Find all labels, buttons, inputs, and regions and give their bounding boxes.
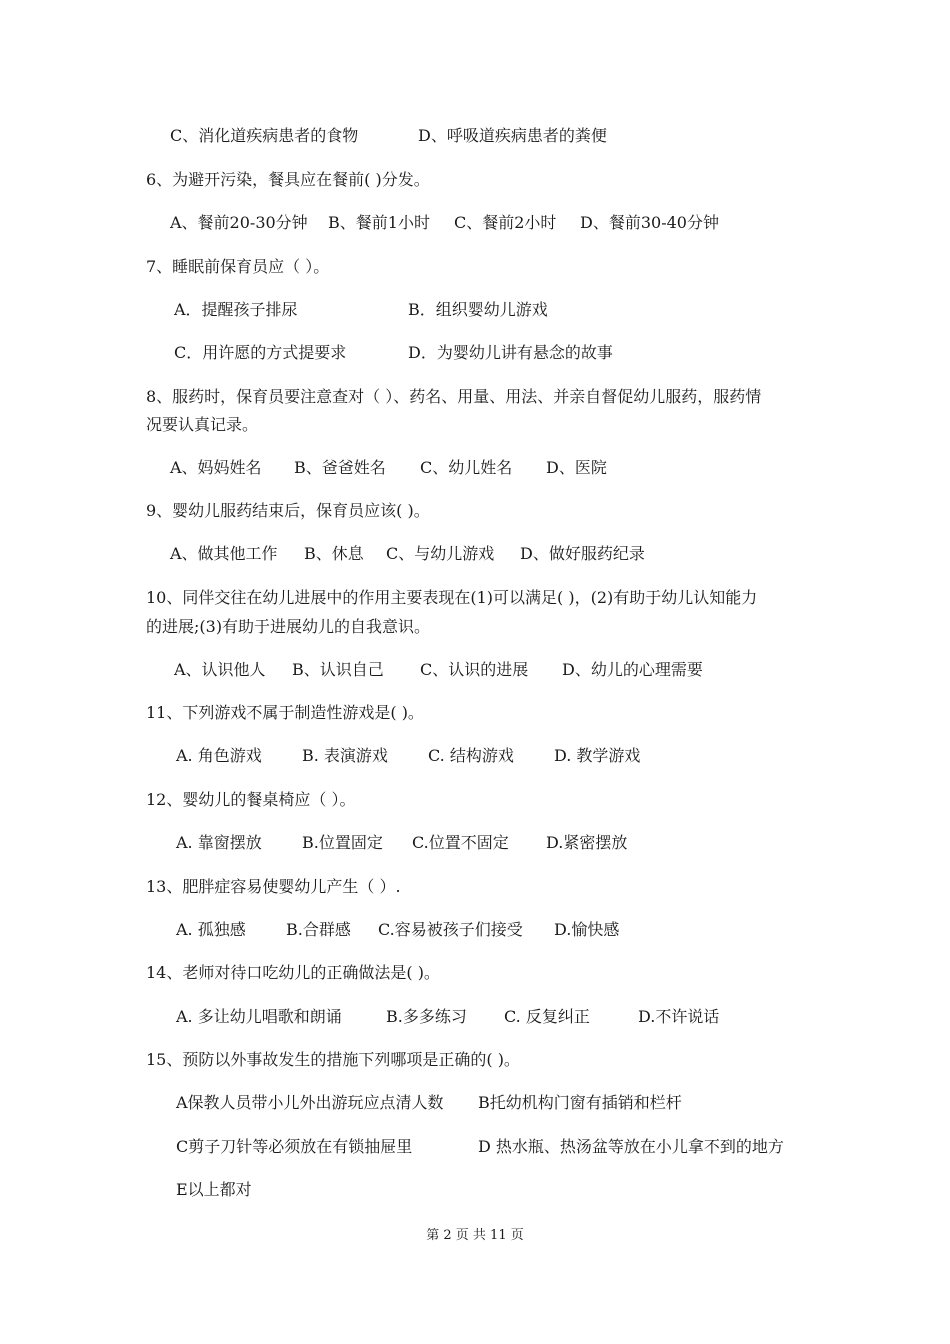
- q11-option-a: A. 角色游戏: [176, 746, 262, 765]
- question-9: 9、婴幼儿服药结束后，保育员应该( )。: [146, 501, 430, 520]
- q7-option-d: D．为婴幼儿讲有悬念的故事: [408, 343, 613, 362]
- question-7: 7、睡眠前保育员应（ ）。: [146, 257, 330, 276]
- q9-option-d: D、做好服药纪录: [520, 544, 645, 563]
- q15-option-a: A保教人员带小儿外出游玩应点清人数: [176, 1093, 444, 1112]
- q7-option-c: C．用许愿的方式提要求: [174, 343, 347, 362]
- q8-option-a: A、妈妈姓名: [170, 458, 262, 477]
- q10-option-a: A、认识他人: [174, 660, 266, 679]
- question-13: 13、肥胖症容易使婴幼儿产生（ ）.: [146, 877, 401, 896]
- q10-option-d: D、幼儿的心理需要: [562, 660, 703, 679]
- q11-option-d: D. 教学游戏: [554, 746, 641, 765]
- q15-option-b: B托幼机构门窗有插销和栏杆: [478, 1093, 682, 1112]
- q13-option-a: A. 孤独感: [176, 920, 246, 939]
- q9-option-a: A、做其他工作: [170, 544, 278, 563]
- q10-option-c: C、认识的进展: [420, 660, 529, 679]
- q14-option-d: D.不许说话: [638, 1007, 720, 1026]
- q9-option-b: B、休息: [304, 544, 364, 563]
- page-footer: 第 2 页 共 11 页: [426, 1228, 524, 1243]
- question-10-line-1: 10、同伴交往在幼儿进展中的作用主要表现在(1)可以满足( )，(2)有助于幼儿认知能力: [146, 588, 758, 607]
- question-11: 11、下列游戏不属于制造性游戏是( )。: [146, 703, 424, 722]
- q5-option-d: D、呼吸道疾病患者的粪便: [418, 126, 607, 145]
- q6-option-b: B、餐前1小时: [328, 213, 430, 232]
- question-10-line-2: 的进展;(3)有助于进展幼儿的自我意识。: [146, 617, 431, 636]
- q12-option-c: C.位置不固定: [412, 833, 509, 852]
- q11-option-b: B. 表演游戏: [302, 746, 388, 765]
- q13-option-d: D.愉快感: [554, 920, 620, 939]
- q12-option-a: A. 靠窗摆放: [176, 833, 262, 852]
- q9-option-c: C、与幼儿游戏: [386, 544, 495, 563]
- q7-option-b: B．组织婴幼儿游戏: [408, 300, 548, 319]
- q8-option-b: B、爸爸姓名: [294, 458, 386, 477]
- question-15: 15、预防以外事故发生的措施下列哪项是正确的( )。: [146, 1050, 520, 1069]
- q6-option-c: C、餐前2小时: [454, 213, 557, 232]
- q5-option-c: C、消化道疾病患者的食物: [170, 126, 359, 145]
- question-12: 12、婴幼儿的餐桌椅应（ ）。: [146, 790, 356, 809]
- q8-option-d: D、医院: [546, 458, 607, 477]
- question-14: 14、老师对待口吃幼儿的正确做法是( )。: [146, 963, 440, 982]
- q15-option-d: D 热水瓶、热汤盆等放在小儿拿不到的地方: [478, 1137, 784, 1156]
- q12-option-b: B.位置固定: [302, 833, 383, 852]
- q6-option-a: A、餐前20-30分钟: [170, 213, 308, 232]
- q13-option-b: B.合群感: [286, 920, 351, 939]
- question-6: 6、为避开污染，餐具应在餐前( )分发。: [146, 170, 430, 189]
- q14-option-a: A. 多让幼儿唱歌和朗诵: [176, 1007, 342, 1026]
- q15-option-e: E以上都对: [176, 1180, 252, 1199]
- q14-option-b: B.多多练习: [386, 1007, 467, 1026]
- q14-option-c: C. 反复纠正: [504, 1007, 590, 1026]
- q6-option-d: D、餐前30-40分钟: [580, 213, 719, 232]
- q15-option-c: C剪子刀针等必须放在有锁抽屉里: [176, 1137, 413, 1156]
- question-8-line-2: 况要认真记录。: [146, 415, 259, 434]
- q12-option-d: D.紧密摆放: [546, 833, 628, 852]
- q11-option-c: C. 结构游戏: [428, 746, 514, 765]
- q7-option-a: A．提醒孩子排尿: [174, 300, 298, 319]
- q8-option-c: C、幼儿姓名: [420, 458, 513, 477]
- q13-option-c: C.容易被孩子们接受: [378, 920, 523, 939]
- q10-option-b: B、认识自己: [292, 660, 384, 679]
- question-8-line-1: 8、服药时，保育员要注意查对（ ）、药名、用量、用法、并亲自督促幼儿服药，服药情: [146, 387, 762, 406]
